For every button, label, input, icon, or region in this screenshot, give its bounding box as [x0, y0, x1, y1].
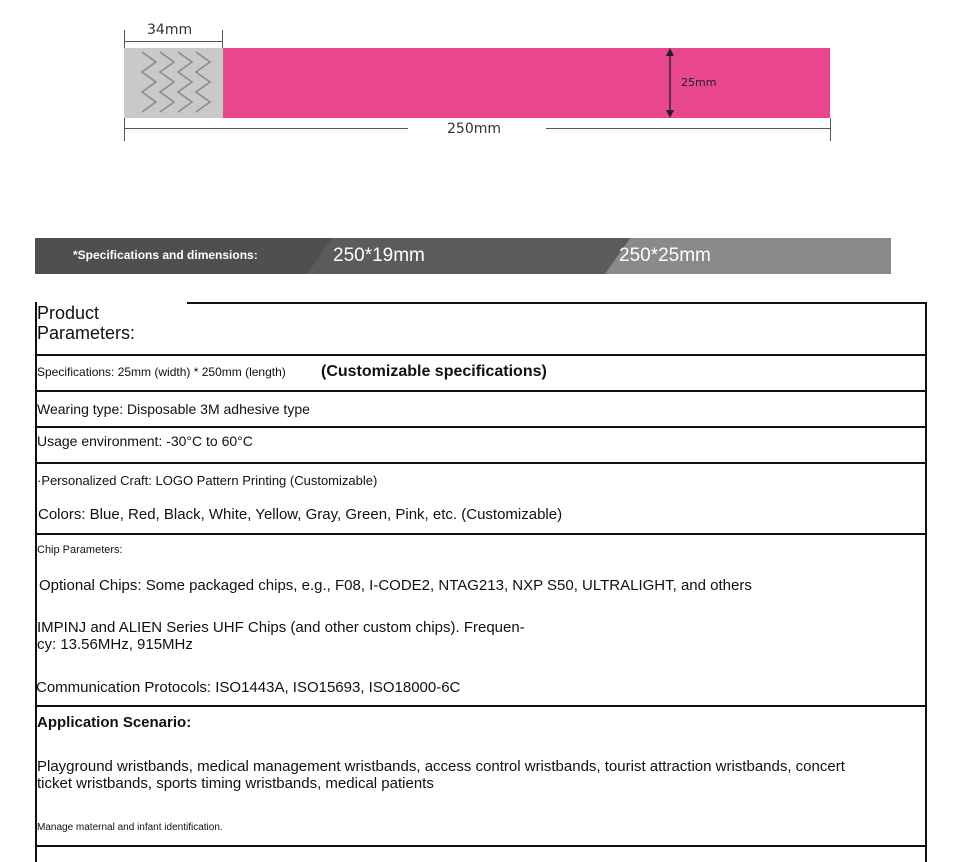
zigzag-pattern — [124, 48, 223, 118]
application-line1: Playground wristbands, medical management wristbands, access control wristbands, tourist attraction wristbands, concert — [37, 758, 845, 775]
length-line-left — [124, 128, 408, 129]
row-divider — [35, 354, 925, 356]
protocols-text: Communication Protocols: ISO1443A, ISO15693, ISO18000-6C — [36, 679, 461, 696]
total-length-label: 250mm — [447, 121, 501, 137]
tab-width-tick-left — [124, 30, 125, 48]
personalized-craft-text: ·Personalized Craft: LOGO Pattern Printing (Customizable) — [37, 473, 378, 488]
row-divider — [35, 533, 925, 535]
row-divider — [35, 390, 925, 392]
table-bottom-rule — [35, 845, 925, 847]
usage-environment-text: Usage environment: -30°C to 60°C — [37, 433, 253, 449]
spec-dimensions-text: Specifications: 25mm (width) * 250mm (length) — [37, 365, 286, 379]
tab-width-tick-right — [222, 30, 223, 48]
spec-size-25mm: 250*25mm — [619, 245, 711, 266]
wristband-body — [223, 48, 830, 118]
uhf-chips-line1: IMPINJ and ALIEN Series UHF Chips (and other custom chips). Frequen- — [37, 619, 525, 636]
row-divider — [35, 705, 925, 707]
wristband-diagram — [0, 0, 960, 160]
length-tick-right — [830, 118, 831, 141]
optional-chips-text: Optional Chips: Some packaged chips, e.g., F08, I-CODE2, NTAG213, NXP S50, ULTRALIGHT, and others — [39, 577, 752, 594]
wearing-type-text: Wearing type: Disposable 3M adhesive type — [37, 401, 310, 417]
table-top-rule — [187, 302, 927, 304]
spec-bar-label: *Specifications and dimensions: — [73, 248, 258, 262]
band-height-label: 25mm — [681, 76, 717, 89]
customizable-specs-text: (Customizable specifications) — [321, 363, 547, 380]
row-divider — [35, 426, 925, 428]
uhf-chips-line2: cy: 13.56MHz, 915MHz — [37, 636, 193, 653]
application-line3: Manage maternal and infant identification. — [37, 822, 223, 833]
spec-size-19mm: 250*19mm — [333, 245, 425, 266]
height-arrow — [662, 48, 678, 118]
tab-width-label: 34mm — [147, 22, 193, 38]
spec-bar — [35, 238, 891, 274]
params-title-line2: Parameters: — [37, 323, 136, 343]
params-title-line1: Product — [37, 303, 100, 323]
application-scenario-title: Application Scenario: — [37, 714, 192, 731]
row-divider — [35, 462, 925, 464]
length-line-right — [546, 128, 830, 129]
chip-parameters-title: Chip Parameters: — [37, 544, 123, 556]
colors-text: Colors: Blue, Red, Black, White, Yellow, Gray, Green, Pink, etc. (Customizable) — [38, 506, 563, 523]
adhesive-tab — [124, 48, 223, 118]
length-tick-left — [124, 118, 125, 141]
product-parameters-table — [35, 302, 927, 862]
application-line2: ticket wristbands, sports timing wristbands, medical patients — [37, 775, 434, 792]
tab-width-line — [124, 41, 223, 42]
